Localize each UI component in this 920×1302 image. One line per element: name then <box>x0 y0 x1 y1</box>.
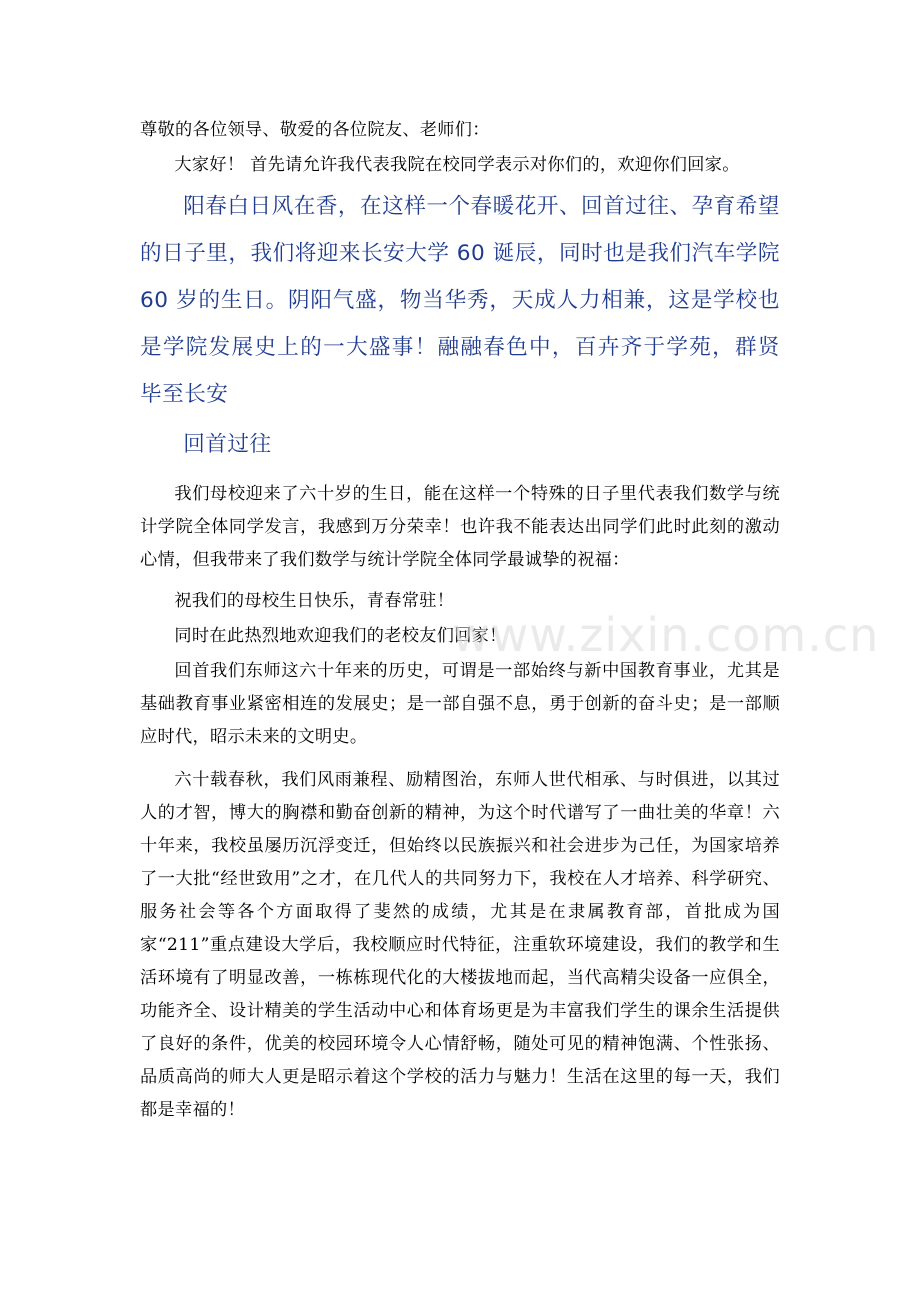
body-paragraph-2: 祝我们的母校生日快乐，青春常驻！ <box>174 591 455 611</box>
body-paragraph-1: 我们母校迎来了六十岁的生日，能在这样一个特殊的日子里代表我们数学与统计学院全体同学发言，我感到万分荣幸！也许我不能表达出同学们此时此刻的激动心情，但我带来了我们数学与统计学院全体同学最诚挚的祝福： <box>140 484 780 570</box>
section-heading: 回首过往 <box>183 432 272 457</box>
intro-paragraph: 阳春白日风在香，在这样一个春暖花开、回首过往、孕育希望的日子里，我们将迎来长安大学 60 诞辰，同时也是我们汽车学院 60 岁的生日。阴阳气盛，物当华秀，天成人力相兼，这是学校也是学院发展史上的一大盛事！融融春色中，百卉齐于学苑，群贤毕至长安 <box>140 194 780 407</box>
body-paragraph-5: 六十载春秋，我们风雨兼程、励精图治，东师人世代相承、与时俱进，以其过人的才智，博大的胸襟和勤奋创新的精神，为这个时代谱写了一曲壮美的华章！六十年来，我校虽屡历沉浮变迁，但始终以民族振兴和社会进步为己任，为国家培养了一大批“经世致用”之才，在几代人的共同努力下，我校在人才培养、科学研究、服务社会等各个方面取得了斐然的成绩，尤其是在隶属教育部，首批成为国家“211”重点建设大学后，我校顺应时代特征，注重软环境建设，我们的教学和生活环境有了明显改善，一栋栋现代化的大楼拔地而起，当代高精尖设备一应俱全，功能齐全、设计精美的学生活动中心和体育场更是为丰富我们学生的课余生活提供了良好的条件，优美的校园环境令人心情舒畅，随处可见的精神饱满、个性张扬、品质高尚的师大人更是昭示着这个学校的活力与魅力！生活在这里的每一天，我们都是幸福的！ <box>140 770 780 1120</box>
watermark: www.zixin.com.cn <box>452 608 880 662</box>
greeting-line: 尊敬的各位领导、敬爱的各位院友、老师们： <box>140 120 490 140</box>
body-paragraph-3: 同时在此热烈地欢迎我们的老校友们回家！ <box>174 626 507 646</box>
opening-line: 大家好！ 首先请允许我代表我院在校同学表示对你们的，欢迎你们回家。 <box>174 155 740 175</box>
body-paragraph-4: 回首我们东师这六十年来的历史，可谓是一部始终与新中国教育事业，尤其是基础教育事业紧密相连的发展史；是一部自强不息，勇于创新的奋斗史；是一部顺应时代，昭示未来的文明史。 <box>140 661 780 747</box>
